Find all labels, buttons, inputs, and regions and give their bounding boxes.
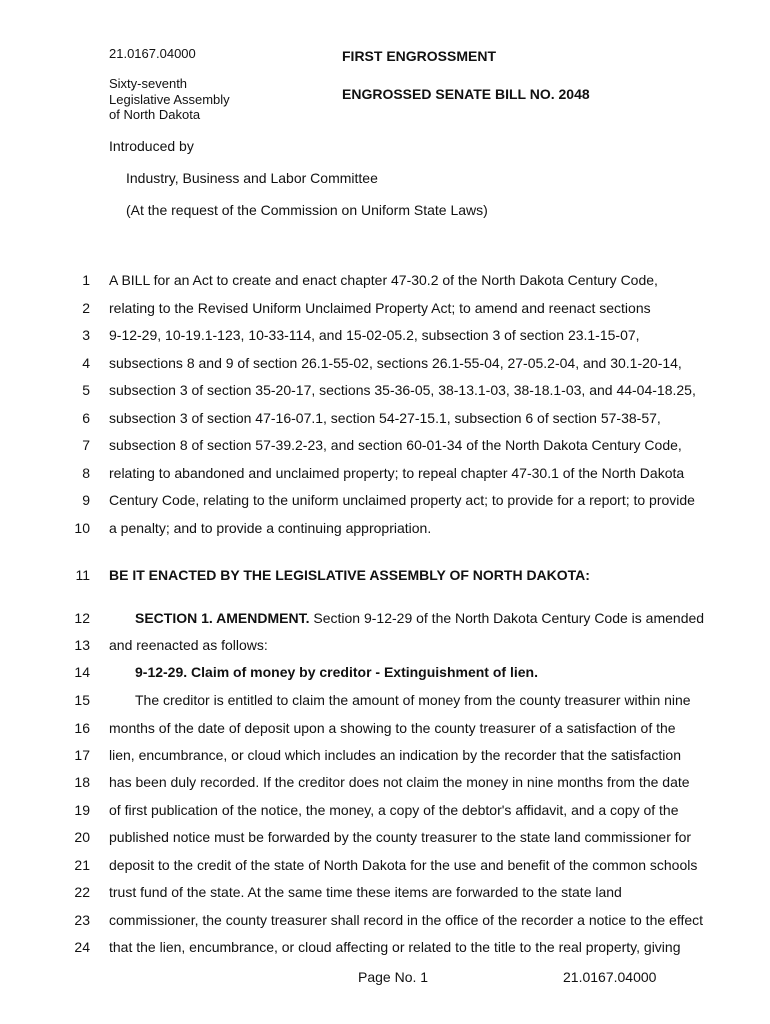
line-number: 1	[82, 272, 90, 288]
assembly-line-3: of North Dakota	[109, 107, 201, 122]
line-number: 16	[74, 720, 90, 736]
line-text: and reenacted as follows:	[109, 637, 268, 653]
line-number: 6	[82, 410, 90, 426]
line-text: a penalty; and to provide a continuing appropriation.	[109, 520, 432, 536]
committee-name: Industry, Business and Labor Committee	[126, 170, 378, 186]
line-number: 7	[82, 437, 90, 453]
line-number: 5	[82, 382, 90, 398]
engrossment-title: FIRST ENGROSSMENT	[342, 48, 497, 64]
line-number: 17	[74, 747, 90, 763]
line-text: that the lien, encumbrance, or cloud affecting or related to the title to the real property, giving	[109, 939, 681, 955]
line-number: 12	[74, 610, 90, 626]
introduced-by: Introduced by	[109, 138, 194, 154]
line-text: months of the date of deposit upon a showing to the county treasurer of a satisfaction of the	[109, 720, 676, 736]
doc-number: 21.0167.04000	[109, 46, 196, 61]
assembly-line-2: Legislative Assembly	[109, 92, 230, 107]
line-text: subsection 3 of section 35-20-17, sections 35-36-05, 38-13.1-03, 38-18.1-03, and 44-04-18.25,	[109, 382, 696, 398]
line-text: trust fund of the state. At the same time these items are forwarded to the state land	[109, 884, 622, 900]
line-text: subsection 8 of section 57-39.2-23, and section 60-01-34 of the North Dakota Century Code,	[109, 437, 682, 453]
line-number: 9	[82, 492, 90, 508]
section-label: SECTION 1. AMENDMENT.	[135, 610, 310, 626]
line-text: subsections 8 and 9 of section 26.1-55-02, sections 26.1-55-04, 27-05.2-04, and 30.1-20-14,	[109, 355, 682, 371]
bill-title: ENGROSSED SENATE BILL NO. 2048	[342, 86, 590, 102]
line-number: 3	[82, 327, 90, 343]
line-text: A BILL for an Act to create and enact chapter 47-30.2 of the North Dakota Century Code,	[109, 272, 658, 288]
line-number: 18	[74, 774, 90, 790]
line-number: 4	[82, 355, 90, 371]
line-text: published notice must be forwarded by the county treasurer to the state land commissioner for	[109, 829, 692, 845]
line-number: 24	[74, 939, 90, 955]
line-text: lien, encumbrance, or cloud which includes an indication by the recorder that the satisfaction	[109, 747, 681, 763]
line-text: deposit to the credit of the state of North Dakota for the use and benefit of the common schools	[109, 857, 698, 873]
line-text: 9-12-29, 10-19.1-123, 10-33-114, and 15-02-05.2, subsection 3 of section 23.1-15-07,	[109, 327, 640, 343]
line-text: has been duly recorded. If the creditor does not claim the money in nine months from the date	[109, 774, 690, 790]
line-number: 13	[74, 637, 90, 653]
line-text: Section 9-12-29 of the North Dakota Century Code is amended	[309, 610, 705, 626]
line-number: 11	[75, 567, 90, 583]
line-text: relating to the Revised Uniform Unclaimed Property Act; to amend and reenact sections	[109, 300, 651, 316]
line-number: 22	[74, 884, 90, 900]
line-text: of first publication of the notice, the money, a copy of the debtor's affidavit, and a copy of the	[109, 802, 679, 818]
statute-heading: 9-12-29. Claim of money by creditor - Extinguishment of lien.	[135, 664, 538, 680]
line-text: subsection 3 of section 47-16-07.1, section 54-27-15.1, subsection 6 of section 57-38-57,	[109, 410, 661, 426]
line-number: 20	[74, 829, 90, 845]
line-number: 2	[82, 300, 90, 316]
line-text: The creditor is entitled to claim the amount of money from the county treasurer within nine	[135, 692, 691, 708]
line-number: 21	[74, 857, 90, 873]
line-number: 23	[74, 912, 90, 928]
page-number: Page No. 1	[358, 969, 429, 985]
line-number: 8	[82, 465, 90, 481]
section-heading-line	[135, 610, 704, 626]
request-note: (At the request of the Commission on Uniform State Laws)	[126, 202, 488, 218]
line-text: relating to abandoned and unclaimed property; to repeal chapter 47-30.1 of the North Dakota	[109, 465, 685, 481]
line-text: commissioner, the county treasurer shall record in the office of the recorder a notice to the effect	[109, 912, 704, 928]
line-number: 10	[74, 520, 90, 536]
line-number: 15	[74, 692, 90, 708]
assembly-line-1: Sixty-seventh	[109, 76, 188, 91]
line-number: 14	[74, 664, 90, 680]
footer-doc-number: 21.0167.04000	[563, 969, 657, 985]
enacting-clause: BE IT ENACTED BY THE LEGISLATIVE ASSEMBLY OF NORTH DAKOTA:	[109, 567, 590, 583]
line-number: 19	[74, 802, 90, 818]
line-text: Century Code, relating to the uniform unclaimed property act; to provide for a report; to provide	[109, 492, 695, 508]
